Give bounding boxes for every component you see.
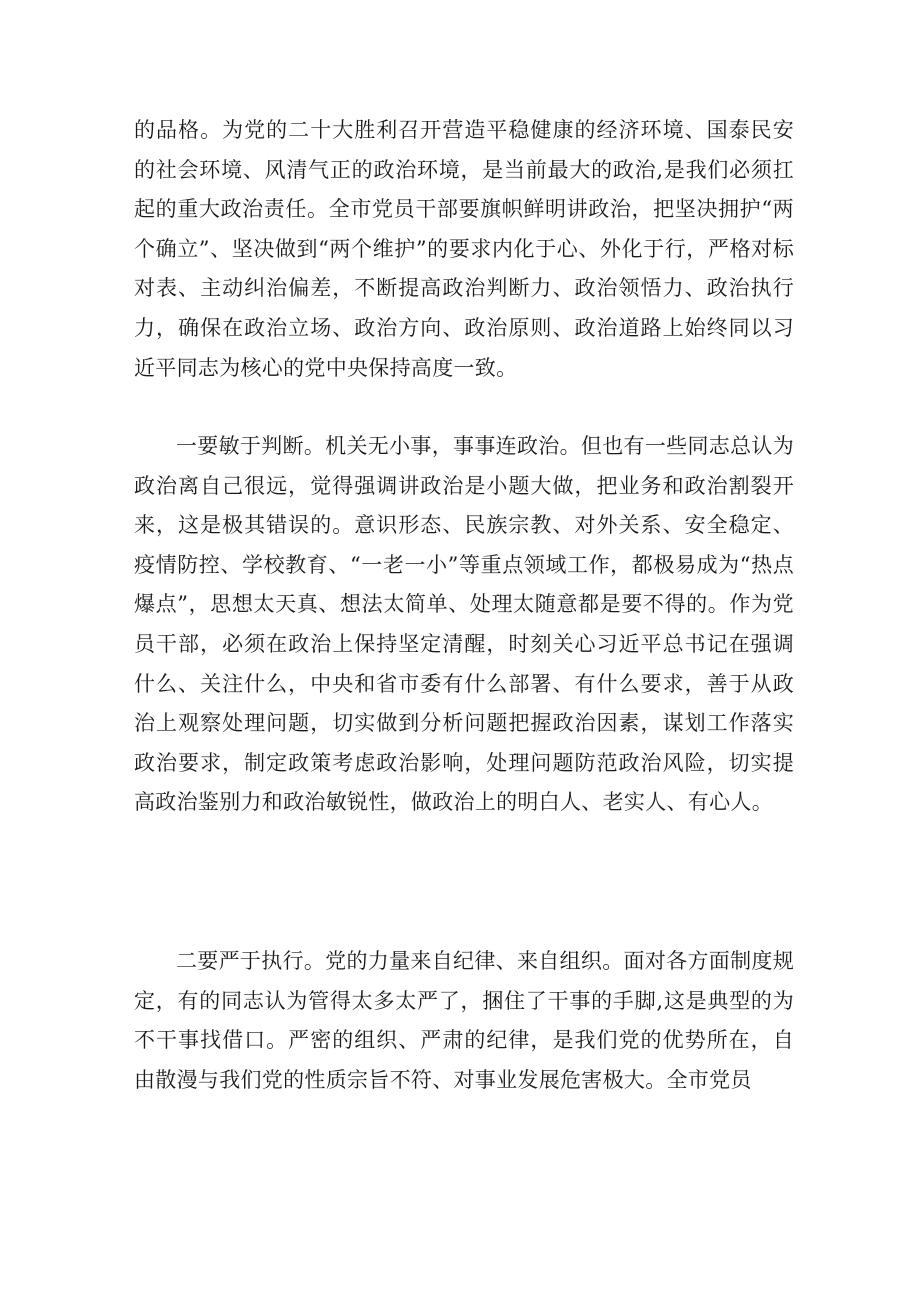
paragraph-text: 一要敏于判断。机关无小事，事事连政治。但也有一些同志总认为政治离自己很远，觉得强调讲政治是小题大做，把业务和政治割裂开来，这是极其错误的。意识形态、民族宗教、对外关系、安全稳定、疫情防控、学校教育、“一老一小”等重点领域工作，都极易成为“热点爆点”，思想太天真、想法太简单、处理太随意都是要不得的。作为党员干部，必须在政治上保持坚定清醒，时刻关心习近平总书记在强调什么、关注什么，中央和省市委有什么部署、有什么要求，善于从政治上观察处理问题，切实做到分析问题把握政治因素，谋划工作落实政治要求，制定政策考虑政治影响，处理问题防范政治风险，切实提高政治鉴别力和政治敏锐性，做政治上的明白人、老实人、有心人。	[134, 434, 794, 815]
paragraph-text: 的品格。为党的二十大胜利召开营造平稳健康的经济环境、国泰民安的社会环境、风清气正的政治环境，是当前最大的政治,是我们必须扛起的重大政治责任。全市党员干部要旗帜鲜明讲政治，把坚决拥护“两个确立”、坚决做到“两个维护”的要求内化于心、外化于行，严格对标对表、主动纠治偏差，不断提高政治判断力、政治领悟力、政治执行力，确保在政治立场、政治方向、政治原则、政治道路上始终同以习近平同志为核心的党中央保持高度一致。	[134, 118, 794, 380]
body-paragraph-continuation	[134, 111, 794, 388]
paragraph-text: 二要严于执行。党的力量来自纪律、来自组织。面对各方面制度规定，有的同志认为管得太多太严了，捆住了干事的手脚,这是典型的为不干事找借口。严密的组织、严肃的纪律，是我们党的优势所在，自由散漫与我们党的性质宗旨不符、对事业发展危害极大。全市党员	[134, 949, 794, 1092]
body-paragraph-judgment	[134, 427, 794, 823]
body-paragraph-execution	[134, 942, 794, 1100]
